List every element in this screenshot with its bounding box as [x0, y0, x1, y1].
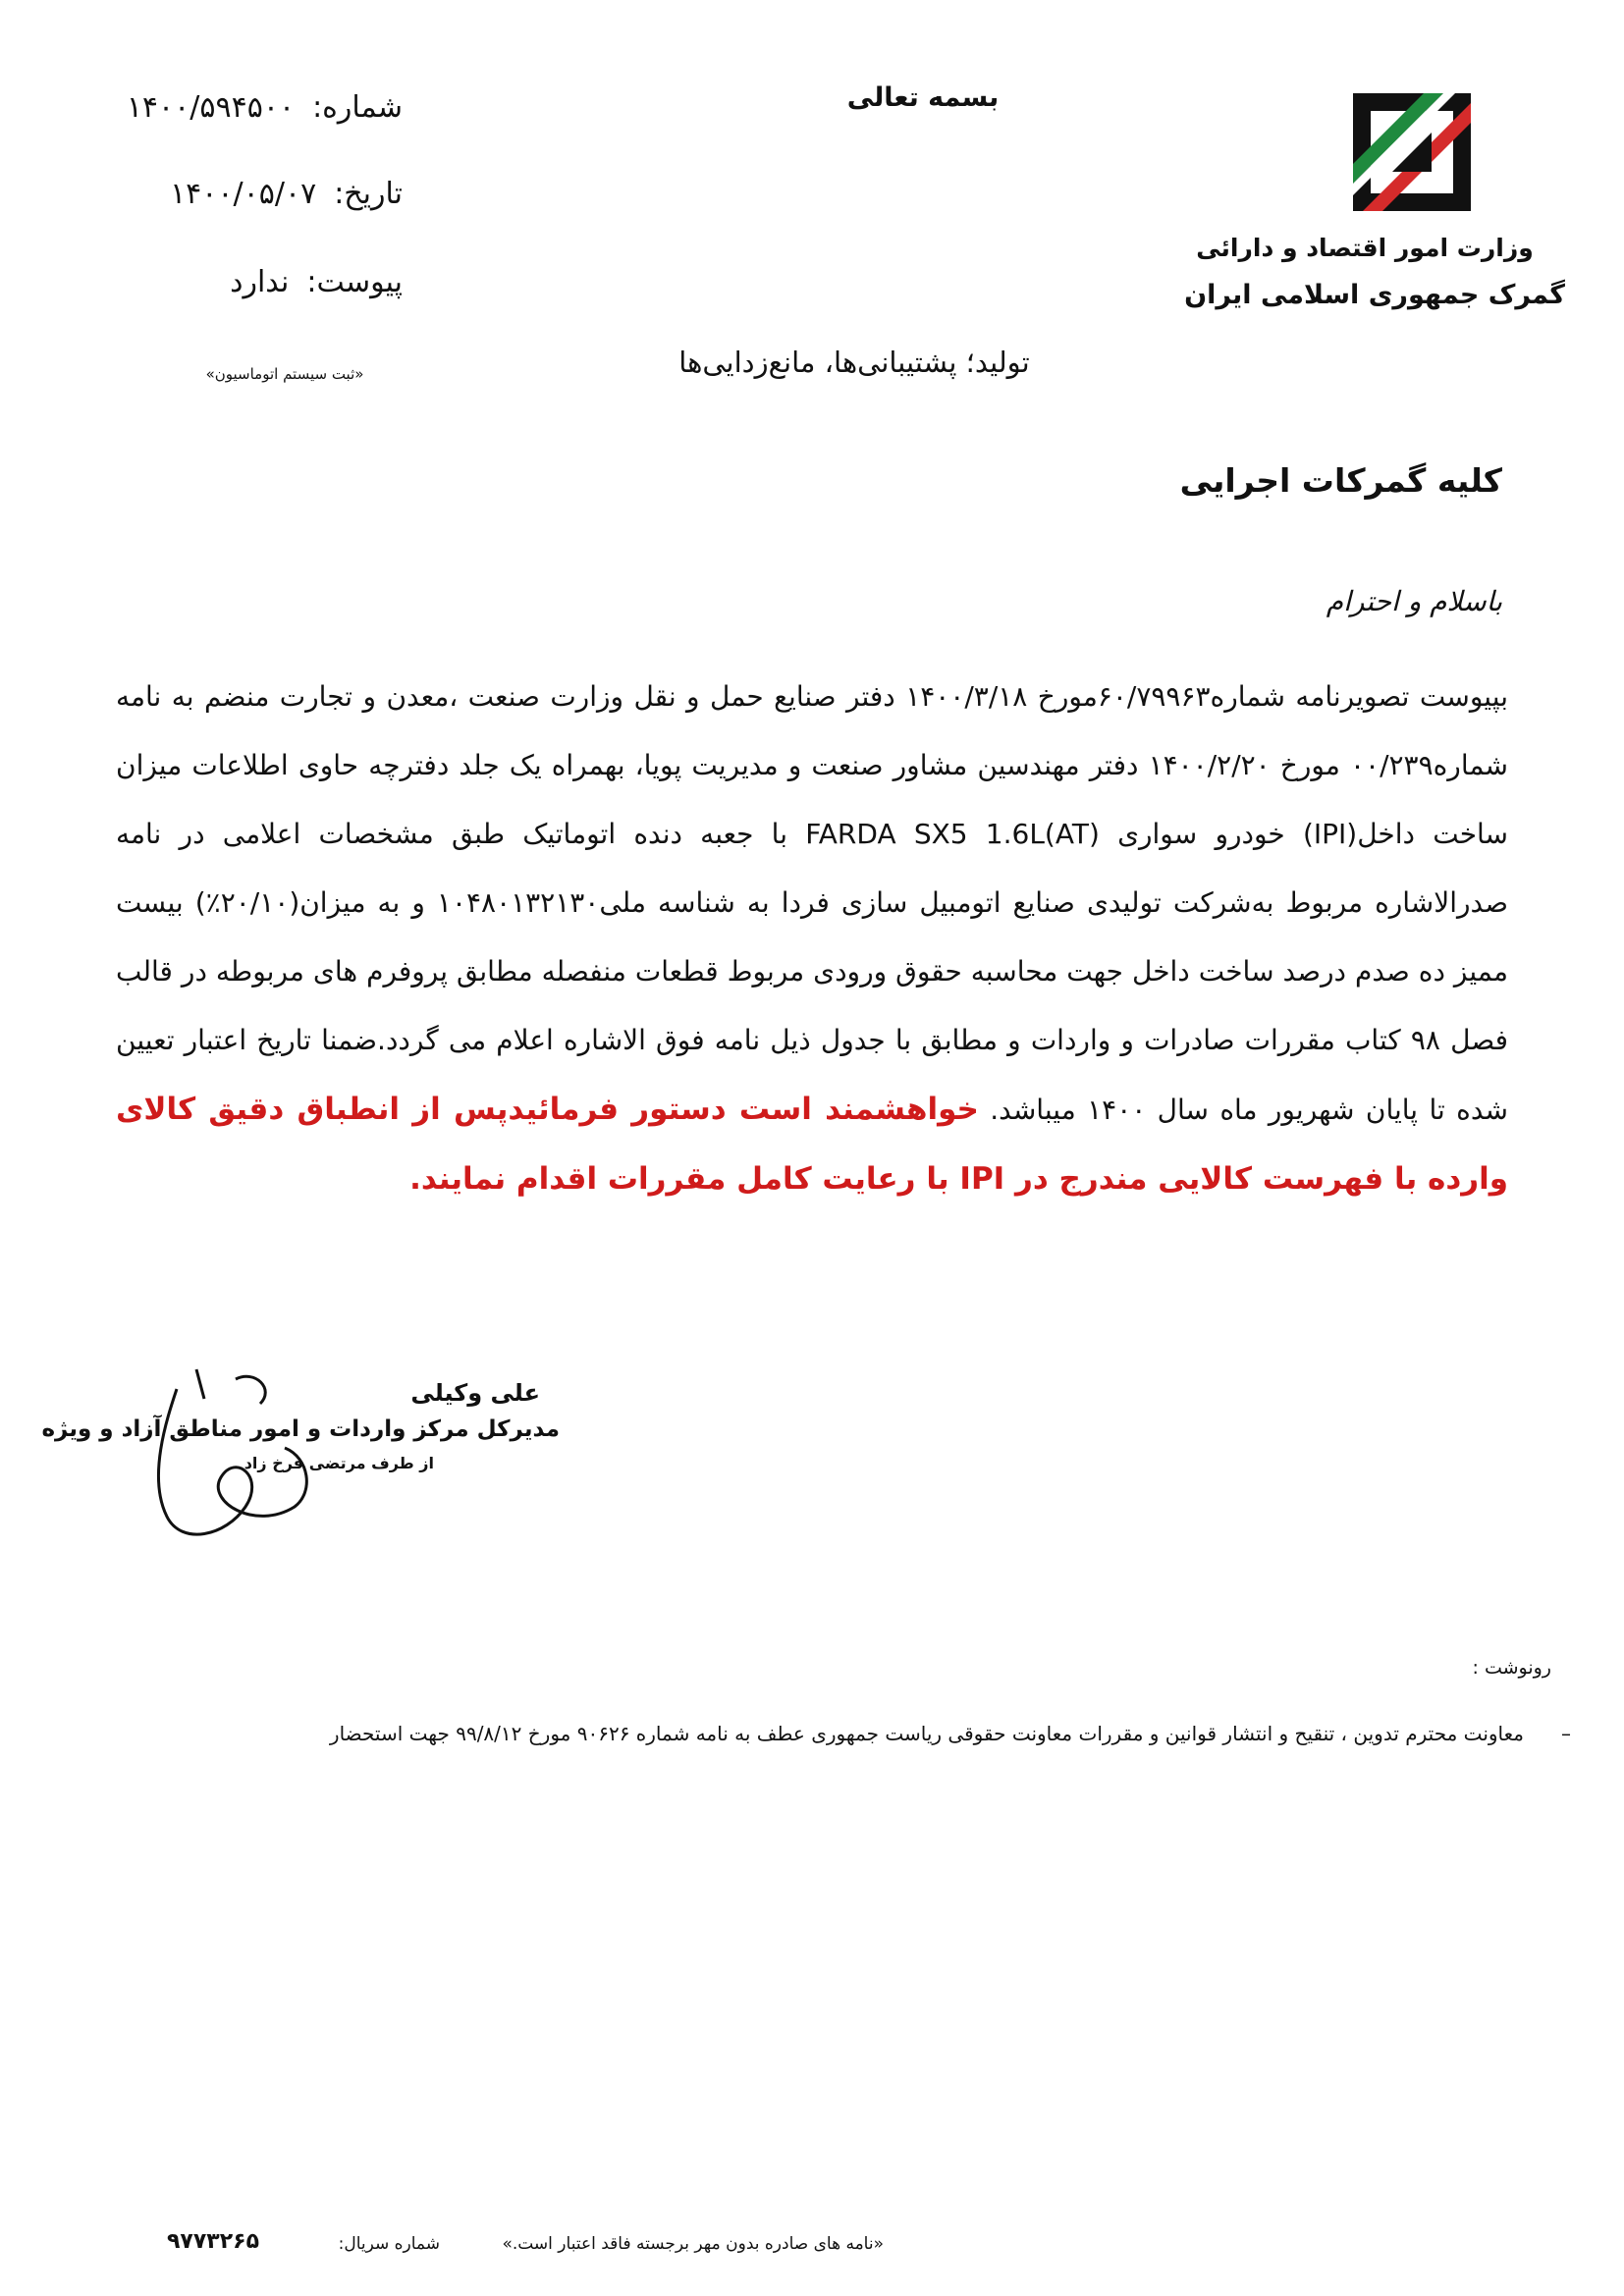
signer-title: مدیرکل مرکز واردات و امور مناطق آزاد و ویژه: [41, 1416, 560, 1442]
recipient: کلیه گمرکات اجرایی: [1179, 461, 1502, 500]
ministry-name: وزارت امور اقتصاد و دارائی: [1196, 234, 1534, 262]
letter-keywords: تولید؛ پشتیبانی‌ها، مانع‌زدایی‌ها: [678, 346, 1030, 379]
letter-number-value: ۱۴۰۰/۵۹۴۵۰۰: [126, 90, 296, 125]
organization-name: گمرک جمهوری اسلامی ایران: [1184, 280, 1565, 310]
letter-body-main: بپیوست تصویرنامه شماره۶۰/۷۹۹۶۳مورخ ۱۴۰۰/۳/۱۸ دفتر صنایع حمل و نقل وزارت صنعت ،معدن و تجارت منضم به نامه شماره۰۰/۲۳۹ مورخ ۱۴۰۰/۲/۲۰ دفتر مهندسین مشاور صنعت و مدیریت پویا، بهمراه یک جلد دفترچه حاوی اطلاعات میزان ساخت داخل(IPI) خودرو سواری FARDA SX5 1.6L(AT) با جعبه دنده اتوماتیک طبق مشخصات اعلامی در نامه صدرالاشاره مربوط به‌شرکت تولیدی صنایع اتومبیل سازی فردا به شناسه ملی۱۰۴۸۰۱۳۲۱۳۰ و به میزان(۲۰/۱۰٪) بیست ممیز ده صدم درصد ساخت داخل جهت محاسبه حقوق ورودی مربوط قطعات منفصله مطابق پروفرم های مربوطه در قالب فصل ۹۸ کتاب مقررات صادرات و واردات و مطابق با جدول ذیل نامه فوق الاشاره اعلام می گردد.ضمنا تاریخ اعتبار تعیین شده تا پایان شهریور ماه سال ۱۴۰۰ میباشد.: [116, 680, 1508, 1126]
cc-item-text: معاونت محترم تدوین ، تنقیح و انتشار قوانین و مقررات معاونت حقوقی ریاست جمهوری عطف به نامه شماره ۹۰۶۲۶ مورخ ۹۹/۸/۱۲ جهت استحضار: [329, 1722, 1524, 1745]
cc-title: رونوشت :: [1472, 1657, 1551, 1679]
footer-serial-value: ۹۷۷۳۲۶۵: [167, 2229, 259, 2254]
letter-number-label: شماره:: [312, 90, 403, 125]
signer-on-behalf: از طرف مرتضی فرخ زاد: [244, 1454, 434, 1472]
cc-item: [295, 1722, 1571, 1745]
letter-body: [116, 663, 1508, 1214]
letter-number: [79, 90, 403, 125]
letter-attachment-value: ندارد: [230, 265, 290, 299]
signature-block: [41, 1360, 560, 1556]
auto-registration-note: «ثبت سیستم اتوماسیون»: [205, 365, 364, 383]
footer-validity-note: «نامه های صادره بدون مهر برجسته فاقد اعتبار است.»: [502, 2234, 884, 2254]
letter-date-label: تاریخ:: [334, 177, 403, 211]
footer-serial-label: شماره سریال:: [338, 2234, 440, 2254]
basmala: بسمه تعالی: [846, 82, 1000, 113]
letter-date: [79, 177, 403, 211]
letter-attachment-label: پیوست:: [306, 265, 403, 299]
greeting: باسلام و احترام: [1326, 585, 1502, 617]
letter-body-emphasis: خواهشمند است دستور فرمائیدپس از انطباق دقیق کالای وارده با فهرست کالایی مندرج در IPI با رعایت کامل مقررات اقدام نمایند.: [116, 1092, 1508, 1197]
iran-customs-logo-icon: [1333, 74, 1490, 231]
letter-attachment: [79, 265, 403, 299]
cc-bullet: –: [1561, 1722, 1571, 1745]
signer-name: علی وکیلی: [410, 1379, 540, 1407]
letter-date-value: ۱۴۰۰/۰۵/۰۷: [170, 177, 317, 211]
